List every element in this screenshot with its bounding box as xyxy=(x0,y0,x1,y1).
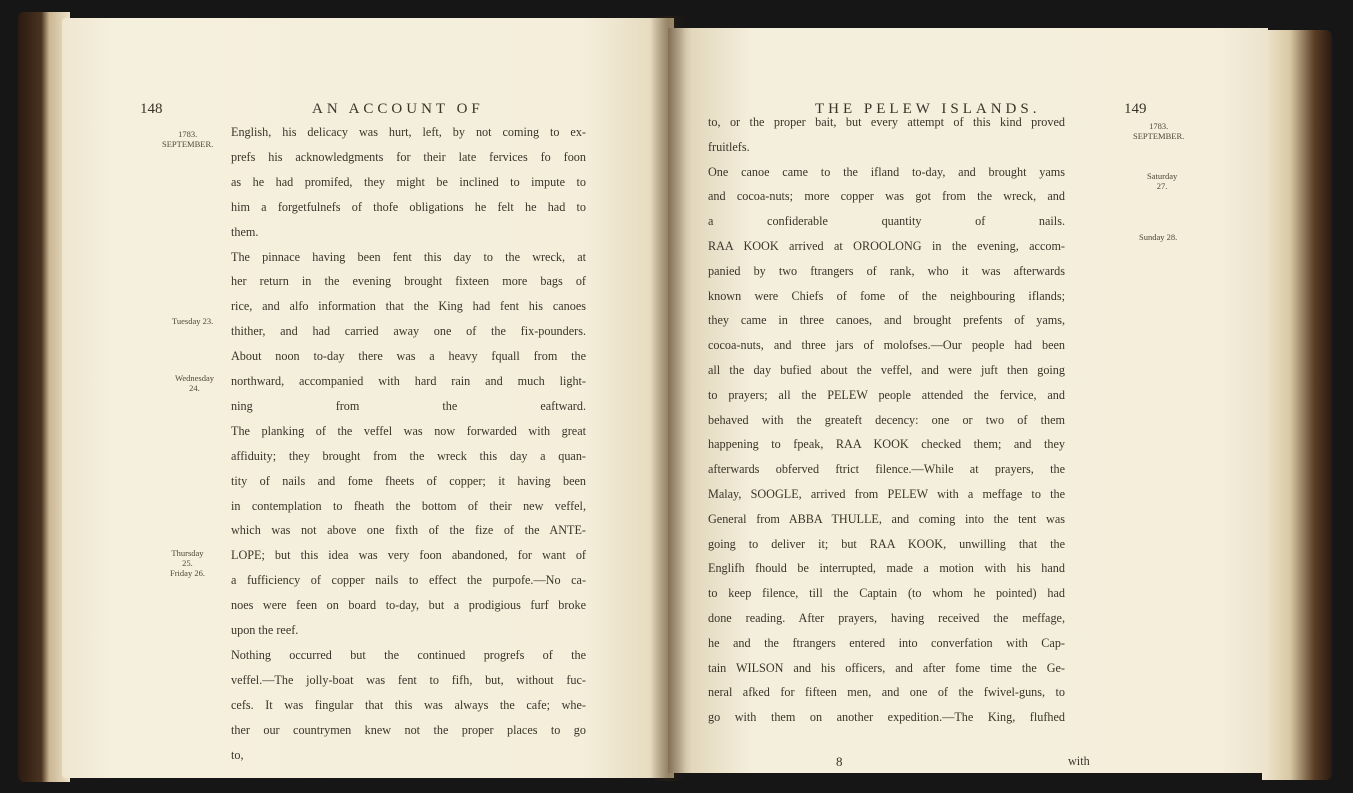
text-line: Malay, SOOGLE, arrived from PELEW with a meffage to the xyxy=(708,487,1065,501)
text-line: upon the reef. xyxy=(231,623,299,637)
text-line: to keep filence, till the Captain (to whom he pointed) had xyxy=(708,586,1065,601)
text-line: The pinnace having been fent this day to the wreck, at xyxy=(231,249,586,264)
text-line: to prayers; all the PELEW people attended the fervice, and xyxy=(708,387,1065,402)
margin-note: Wednesday 24. xyxy=(175,373,214,393)
text-line: done reading. After prayers, having received the meffage, xyxy=(708,611,1065,625)
margin-note: 1783. SEPTEMBER. xyxy=(1133,121,1185,141)
text-line: her return in the evening brought fixteen more bags of xyxy=(231,274,586,289)
text-line: LOPE; but this idea was very foon abandoned, for want of xyxy=(231,548,586,563)
text-line: About noon to-day there was a heavy fquall from the xyxy=(231,349,586,364)
text-line: northward, accompanied with hard rain and much light- xyxy=(231,374,586,388)
text-line: The planking of the veffel was now forwarded with great xyxy=(231,423,586,438)
left-page-number: 148 xyxy=(140,101,163,117)
text-line: Nothing occurred but the continued progrefs of the xyxy=(231,647,586,662)
text-line: a confiderable quantity of nails. xyxy=(708,214,1065,229)
text-line: veffel.—The jolly-boat was fent to fifh, but, without fuc- xyxy=(231,672,586,687)
text-line: English, his delicacy was hurt, left, by not coming to ex- xyxy=(231,125,586,139)
margin-note: Thursday 25. Friday 26. xyxy=(170,548,205,578)
text-line: go with them on another expedition.—The King, flufhed xyxy=(708,710,1065,725)
book-edge-right xyxy=(1262,30,1332,780)
text-line: all the day bufied about the veffel, and were juft then going xyxy=(708,363,1065,377)
text-line: neral afked for fifteen men, and one of the fwivel-guns, to xyxy=(708,685,1065,700)
text-line: him a forgetfulnefs of thofe obligations he felt he had to xyxy=(231,199,586,214)
text-line: tity of nails and fome fheets of copper; it having been xyxy=(231,473,586,488)
text-line: rice, and alfo information that the King had fent his canoes xyxy=(231,299,586,314)
text-line: RAA KOOK arrived at OROOLONG in the evening, accom- xyxy=(708,239,1065,253)
margin-note: 1783. SEPTEMBER. xyxy=(162,129,214,149)
text-line: afterwards obferved ftrict filence.—While at prayers, the xyxy=(708,462,1065,477)
text-line: known were Chiefs of fome of the neighbouring iflands; xyxy=(708,288,1065,303)
text-line: to, xyxy=(231,747,244,762)
text-line: thither, and had carried away one of the fix-pounders. xyxy=(231,324,586,339)
text-line: a fufficiency of copper nails to effect the purpofe.—No ca- xyxy=(231,573,586,588)
margin-note: Sunday 28. xyxy=(1139,232,1178,242)
left-running-head: AN ACCOUNT OF xyxy=(312,101,484,117)
text-line: cocoa-nuts, and three jars of molofses.—Our people had been xyxy=(708,338,1065,353)
text-line: panied by two ftrangers of rank, who it was afterwards xyxy=(708,263,1065,278)
text-line: fruitlefs. xyxy=(708,139,750,154)
book-gutter xyxy=(650,16,686,781)
text-line: ning from the eaftward. xyxy=(231,398,586,413)
right-running-head: THE PELEW ISLANDS. xyxy=(815,101,1041,117)
right-page-number: 149 xyxy=(1124,101,1147,117)
text-line: affiduity; they brought from the wreck this day a quan- xyxy=(231,448,586,463)
text-line: prefs his acknowledgments for their late fervices fo foon xyxy=(231,149,586,164)
text-line: they came in three canoes, and brought prefents of yams, xyxy=(708,313,1065,328)
text-line: ther our countrymen knew not the proper places to go xyxy=(231,722,586,737)
text-line: and cocoa-nuts; more copper was got from the wreck, and xyxy=(708,189,1065,204)
signature-mark: 8 xyxy=(836,754,843,769)
text-line: going to deliver it; but RAA KOOK, unwilling that the xyxy=(708,536,1065,551)
text-line: happening to fpeak, RAA KOOK checked them; and they xyxy=(708,437,1065,452)
text-line: Englifh fhould be interrupted, made a motion with his hand xyxy=(708,561,1065,576)
text-line: to, or the proper bait, but every attempt of this kind proved xyxy=(708,115,1065,129)
text-line: tain WILSON and his officers, and after fome time the Ge- xyxy=(708,660,1065,675)
text-line: which was not above one fixth of the fize of the ANTE- xyxy=(231,523,586,538)
text-line: behaved with the greateft decency: one or two of them xyxy=(708,412,1065,427)
text-line: One canoe came to the ifland to-day, and brought yams xyxy=(708,164,1065,179)
margin-note: Tuesday 23. xyxy=(172,316,214,326)
text-line: he and the ftrangers entered into converfation with Cap- xyxy=(708,635,1065,650)
text-line: as he had promifed, they might be inclined to impute to xyxy=(231,174,586,189)
text-line: in contemplation to fheath the bottom of their new veffel, xyxy=(231,498,586,513)
margin-note: Saturday 27. xyxy=(1147,171,1178,191)
text-line: cefs. It was fingular that this was always the cafe; whe- xyxy=(231,697,586,712)
text-line: noes were feen on board to-day, but a prodigious furf broke xyxy=(231,598,586,613)
text-line: them. xyxy=(231,224,259,239)
text-line: General from ABBA THULLE, and coming into the tent was xyxy=(708,511,1065,526)
catchword: with xyxy=(1068,754,1090,768)
